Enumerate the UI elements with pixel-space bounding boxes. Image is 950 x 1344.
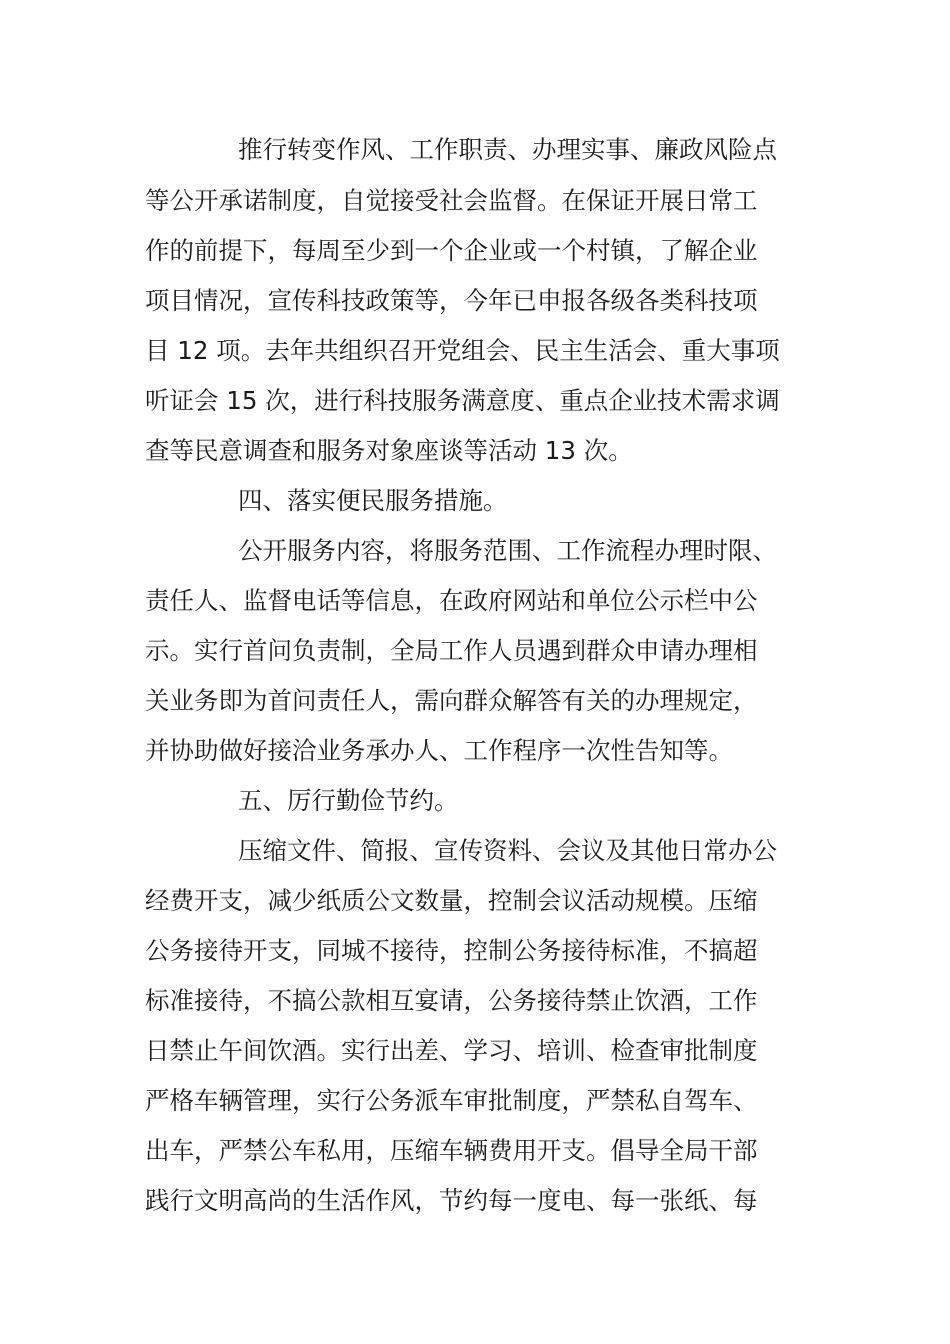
paragraph-line: 责任人、监督电话等信息，在政府网站和单位公示栏中公 [145,586,758,615]
section-heading: 五、厉行勤俭节约。 [238,786,459,815]
paragraph-line: 压缩文件、简报、宣传资料、会议及其他日常办公 [238,836,777,865]
paragraph-line: 公务接待开支，同城不接待，控制公务接待标准，不搞超 [145,936,758,965]
paragraph-line: 等公开承诺制度，自觉接受社会监督。在保证开展日常工 [145,186,758,215]
paragraph-line: 推行转变作风、工作职责、办理实事、廉政风险点 [238,135,777,164]
paragraph-line: 并协助做好接洽业务承办人、工作程序一次性告知等。 [145,736,733,765]
section-heading: 四、落实便民服务措施。 [238,486,508,515]
paragraph-line: 听证会 15 次，进行科技服务满意度、重点企业技术需求调 [145,386,780,415]
paragraph-line: 严格车辆管理，实行公务派车审批制度，严禁私自驾车、 [145,1086,758,1115]
paragraph-line: 项目情况，宣传科技政策等，今年已申报各级各类科技项 [145,286,758,315]
paragraph-line: 目 12 项。去年共组织召开党组会、民主生活会、重大事项 [145,336,780,365]
paragraph-line: 作的前提下，每周至少到一个企业或一个村镇，了解企业 [145,236,758,265]
paragraph-line: 日禁止午间饮酒。实行出差、学习、培训、检查审批制度 [145,1036,758,1065]
paragraph-line: 关业务即为首问责任人，需向群众解答有关的办理规定， [145,686,758,715]
paragraph-line: 践行文明高尚的生活作风，节约每一度电、每一张纸、每 [145,1186,758,1215]
paragraph-line: 出车，严禁公车私用，压缩车辆费用开支。倡导全局干部 [145,1136,758,1165]
paragraph-line: 经费开支，减少纸质公文数量，控制会议活动规模。压缩 [145,886,758,915]
paragraph-line: 标准接待，不搞公款相互宴请，公务接待禁止饮酒，工作 [145,986,758,1015]
paragraph-line: 示。实行首问负责制，全局工作人员遇到群众申请办理相 [145,636,758,665]
paragraph-line: 公开服务内容，将服务范围、工作流程办理时限、 [238,536,777,565]
paragraph-line: 查等民意调查和服务对象座谈等活动 13 次。 [145,436,633,465]
